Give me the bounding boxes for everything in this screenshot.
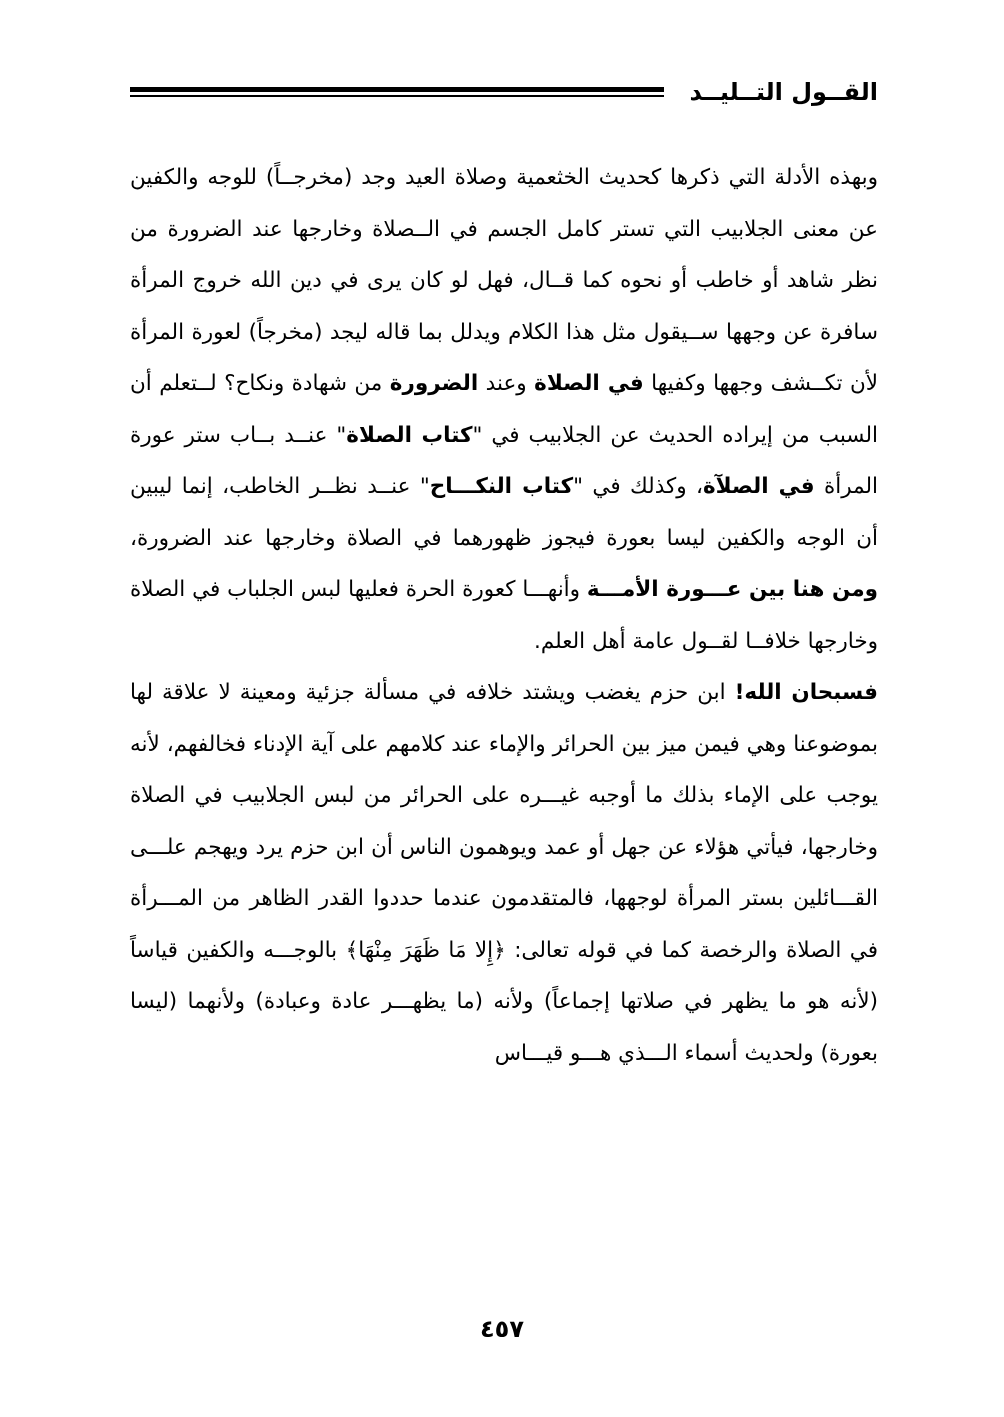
page-header <box>130 72 878 112</box>
body-text <box>130 152 878 1079</box>
paragraph-2 <box>130 667 878 1079</box>
header-double-rule <box>130 87 664 97</box>
bold-run: فسبحان الله! <box>734 680 878 705</box>
header-rule-thick <box>130 87 664 92</box>
bold-run: كتاب الصلاة <box>346 422 473 448</box>
book-title: القــول التــليــد <box>689 78 878 106</box>
text-run: ابن حزم يغضب ويشتد خلافه في مسألة جزئية ومعينة لا علاقة لها بموضوعنا وهي فيمن ميز بين الحرائر والإماء عند كلامهم على آية الإدناء فخالفهم، لأنه يوجب على الإماء بذلك ما أوجبه غيـــره على الحرائر من لبس الجلابيب في الصلاة وخارجها، فيأتي هؤلاء عن جهل أو عمد ويوهمون الناس أن ابن حزم يرد ويهجم علـــى القـــائلين بستر المرأة لوجهها، فالمتقدمون عندما حددوا القدر الظاهر من المـــرأة في الصلاة والرخصة كما في قوله تعالى: ﴿إِلا مَا ظَهَرَ مِنْهَا﴾ بالوجـــه والكفين قياساً (لأنه هو ما يظهر في صلاتها إجماعاً) ولأنه (ما يظهـــر عادة وعبادة) ولأنهما (ليسا بعورة) ولحديث أسماء الـــذي هـــو قيـــاس <box>130 680 878 1066</box>
text-run: وبهذه الأدلة التي ذكرها كحديث الخثعمية وصلاة العيد وجد (مخرجــاً) للوجه والكفين عن معنى الجلابيب التي تستر كامل الجسم في الــصلاة وخارجها عند الضرورة من نظر شاهد أو خاطب أو نحوه كما قــال، فهل لو كان يرى في دين الله خروج المرأة سافرة عن وجهها ســيقول مثل هذا الكلام ويدلل بما قاله ليجد (مخرجاً) لعورة المرأة لأن تكــشف وجهها وكفيها <box>130 165 878 396</box>
bold-run: في الصلاة <box>534 371 644 396</box>
bold-run: في الصلآة <box>702 474 815 499</box>
text-run: ، وكذلك في " <box>573 474 703 499</box>
paragraph-1 <box>130 152 878 667</box>
header-rule-thin <box>130 95 664 97</box>
text-run: وعند <box>478 371 535 396</box>
text-run: وأنهـــا كعورة الحرة فعليها لبس الجلباب في الصلاة وخارجها خلافــا لقــول عامة أهل العلم. <box>130 577 878 654</box>
bold-run: كتاب النكـــاح <box>429 474 574 499</box>
text-run: " عنــد نظــر الخاطب، إنما ليبين أن الوجه والكفين ليسا بعورة فيجوز ظهورهما في الصلاة وخارجها عند الضرورة، <box>130 474 878 551</box>
text-run: من شهادة ونكاح؟ لــتعلم أن السبب من إيراده الحديث عن الجلابيب في " <box>130 371 879 448</box>
page-number: ٤٥٧ <box>480 1315 524 1343</box>
bold-run: الضرورة <box>389 371 479 396</box>
text-run: " عنــد بــاب ستر عورة المرأة <box>130 422 879 499</box>
bold-run: ومن هنا بين عـــورة الأمـــة <box>586 577 878 602</box>
